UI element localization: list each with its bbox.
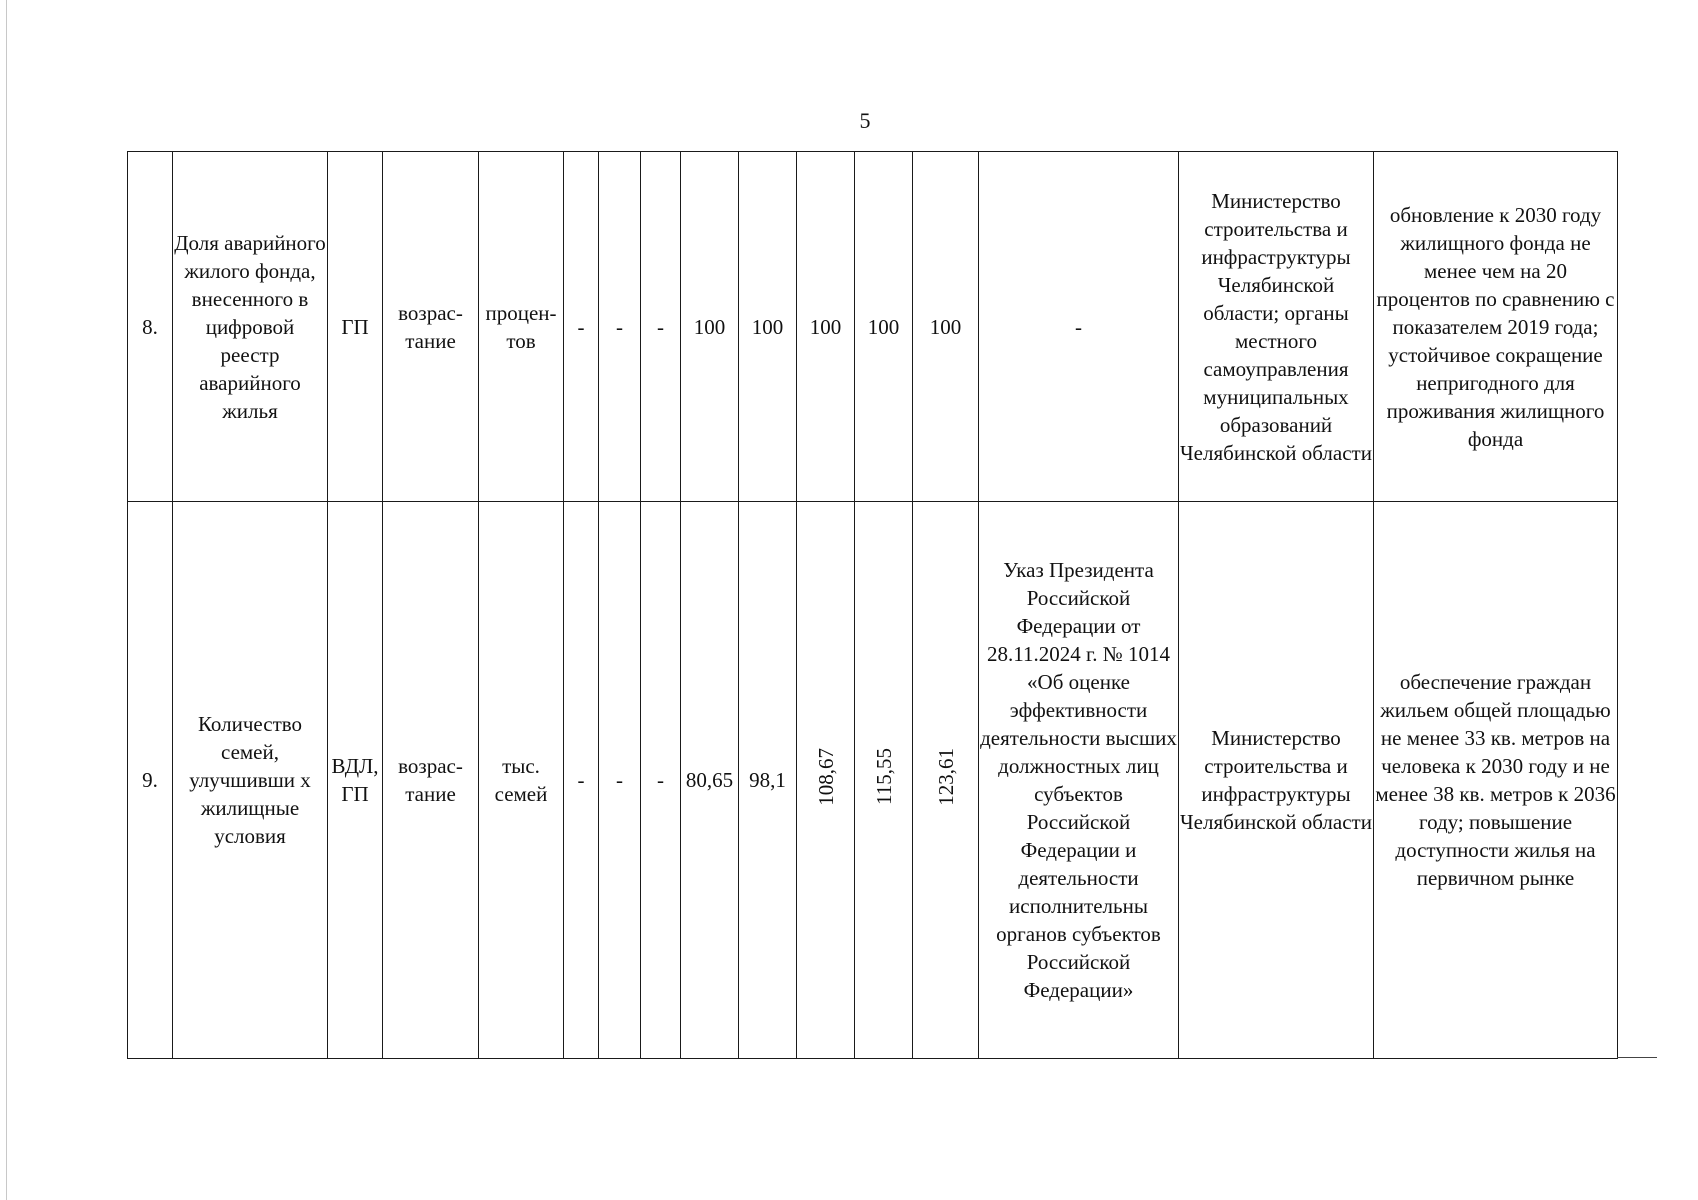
indicator-unit: тыс. семей [479,502,564,1059]
target-value-cell: 80,65 [681,502,739,1059]
base-value-cell: - [641,152,681,502]
base-value-cell: - [564,152,599,502]
page-number: 5 [859,108,871,133]
table-bottom-rule-extension [1617,1057,1657,1058]
target-value-cell: 100 [913,152,979,502]
indicator-trend: возрас-тание [383,152,479,502]
table-row [128,502,1618,1059]
responsible-body: Министерство строительства и инфраструктуры Челябинской области [1179,502,1374,1059]
target-value-cell-vertical [913,502,979,1059]
indicator-name: Количество семей, улучшивши х жилищные условия [173,502,328,1059]
legal-document: - [979,152,1179,502]
indicator-name: Доля аварийного жилого фонда, внесенного в цифровой реестр аварийного жилья [173,152,328,502]
indicator-trend: возрас-тание [383,502,479,1059]
row-number: 8. [128,152,173,502]
national-goal: обновление к 2030 году жилищного фонда не менее чем на 20 процентов по сравнению с показателем 2019 года; устойчивое сокращение непригодного для проживания жилищного фонда [1374,152,1618,502]
row-number: 9. [128,502,173,1059]
target-value-cell: 100 [739,152,797,502]
indicator-level: ВДЛ, ГП [328,502,383,1059]
target-value-cell-vertical [797,502,855,1059]
base-value-cell: - [564,502,599,1059]
responsible-body: Министерство строительства и инфраструктуры Челябинской области; органы местного самоуправления муниципальных образований Челябинской области [1179,152,1374,502]
indicators-table [127,151,1618,1059]
indicator-unit: процен-тов [479,152,564,502]
vertical-value: 108,67 [813,747,838,806]
base-value-cell: - [599,502,641,1059]
target-value-cell: 100 [855,152,913,502]
national-goal: обеспечение граждан жильем общей площадью не менее 33 кв. метров на человека к 2030 году и не менее 38 кв. метров к 2036 году; повышение доступности жилья на первичном рынке [1374,502,1618,1059]
target-value-cell: 98,1 [739,502,797,1059]
table-row [128,152,1618,502]
target-value-cell-vertical [855,502,913,1059]
legal-document: Указ Президента Российской Федерации от 28.11.2024 г. № 1014 «Об оценке эффективности деятельности высших должностных лиц субъектов Российской Федерации и деятельности исполнительны органов субъектов Российской Федерации» [979,502,1179,1059]
scan-edge-line [6,0,7,1200]
target-value-cell: 100 [797,152,855,502]
vertical-value: 115,55 [871,748,896,805]
vertical-value: 123,61 [933,747,958,806]
indicator-level: ГП [328,152,383,502]
base-value-cell: - [641,502,681,1059]
base-value-cell: - [599,152,641,502]
target-value-cell: 100 [681,152,739,502]
